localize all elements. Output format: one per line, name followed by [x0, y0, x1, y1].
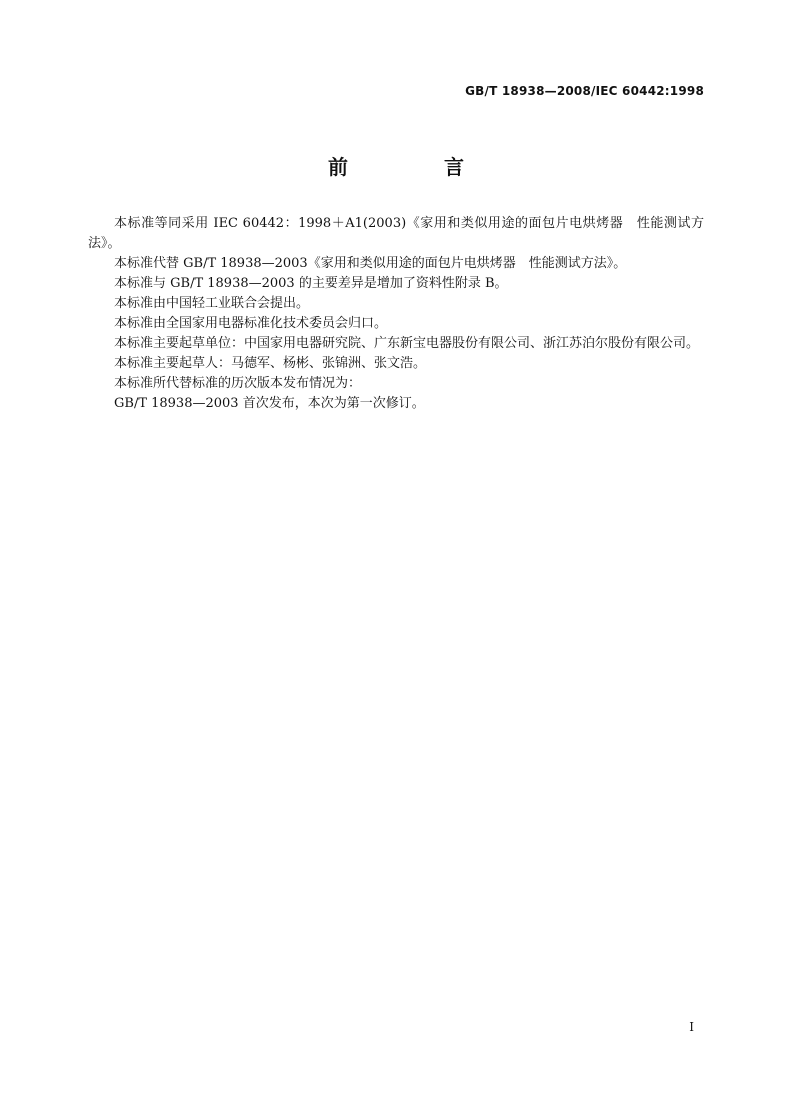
page-number: I [689, 1020, 694, 1034]
paragraph-proposed-by: 本标准由中国轻工业联合会提出。 [114, 296, 310, 311]
paragraph-differences: 本标准与 GB/T 18938—2003 的主要差异是增加了资料性附录 B。 [114, 276, 508, 291]
paragraph-drafting-units: 本标准主要起草单位：中国家用电器研究院、广东新宝电器股份有限公司、浙江苏泊尔股份有限公司。 [114, 336, 700, 351]
paragraph-centralized-by: 本标准由全国家用电器标准化技术委员会归口。 [114, 316, 388, 331]
paragraph-replaces: 本标准代替 GB/T 18938—2003《家用和类似用途的面包片电烘烤器 性能测试方法》。 [114, 256, 627, 271]
paragraph-drafters: 本标准主要起草人：马德军、杨彬、张锦洲、张文浩。 [114, 356, 427, 371]
paragraph-history-intro: 本标准所代替标准的历次版本发布情况为： [114, 376, 362, 391]
standard-code: GB/T 18938—2008/IEC 60442:1998 [465, 84, 704, 98]
page-title: 前 言 [328, 155, 502, 179]
paragraph-adoption: 本标准等同采用 IEC 60442：1998＋A1(2003)《家用和类似用途的面包片电烘烤器 性能测试方法》。 [88, 216, 704, 251]
paragraph-history-item: GB/T 18938—2003 首次发布，本次为第一次修订。 [114, 396, 425, 411]
foreword-body [88, 214, 704, 414]
